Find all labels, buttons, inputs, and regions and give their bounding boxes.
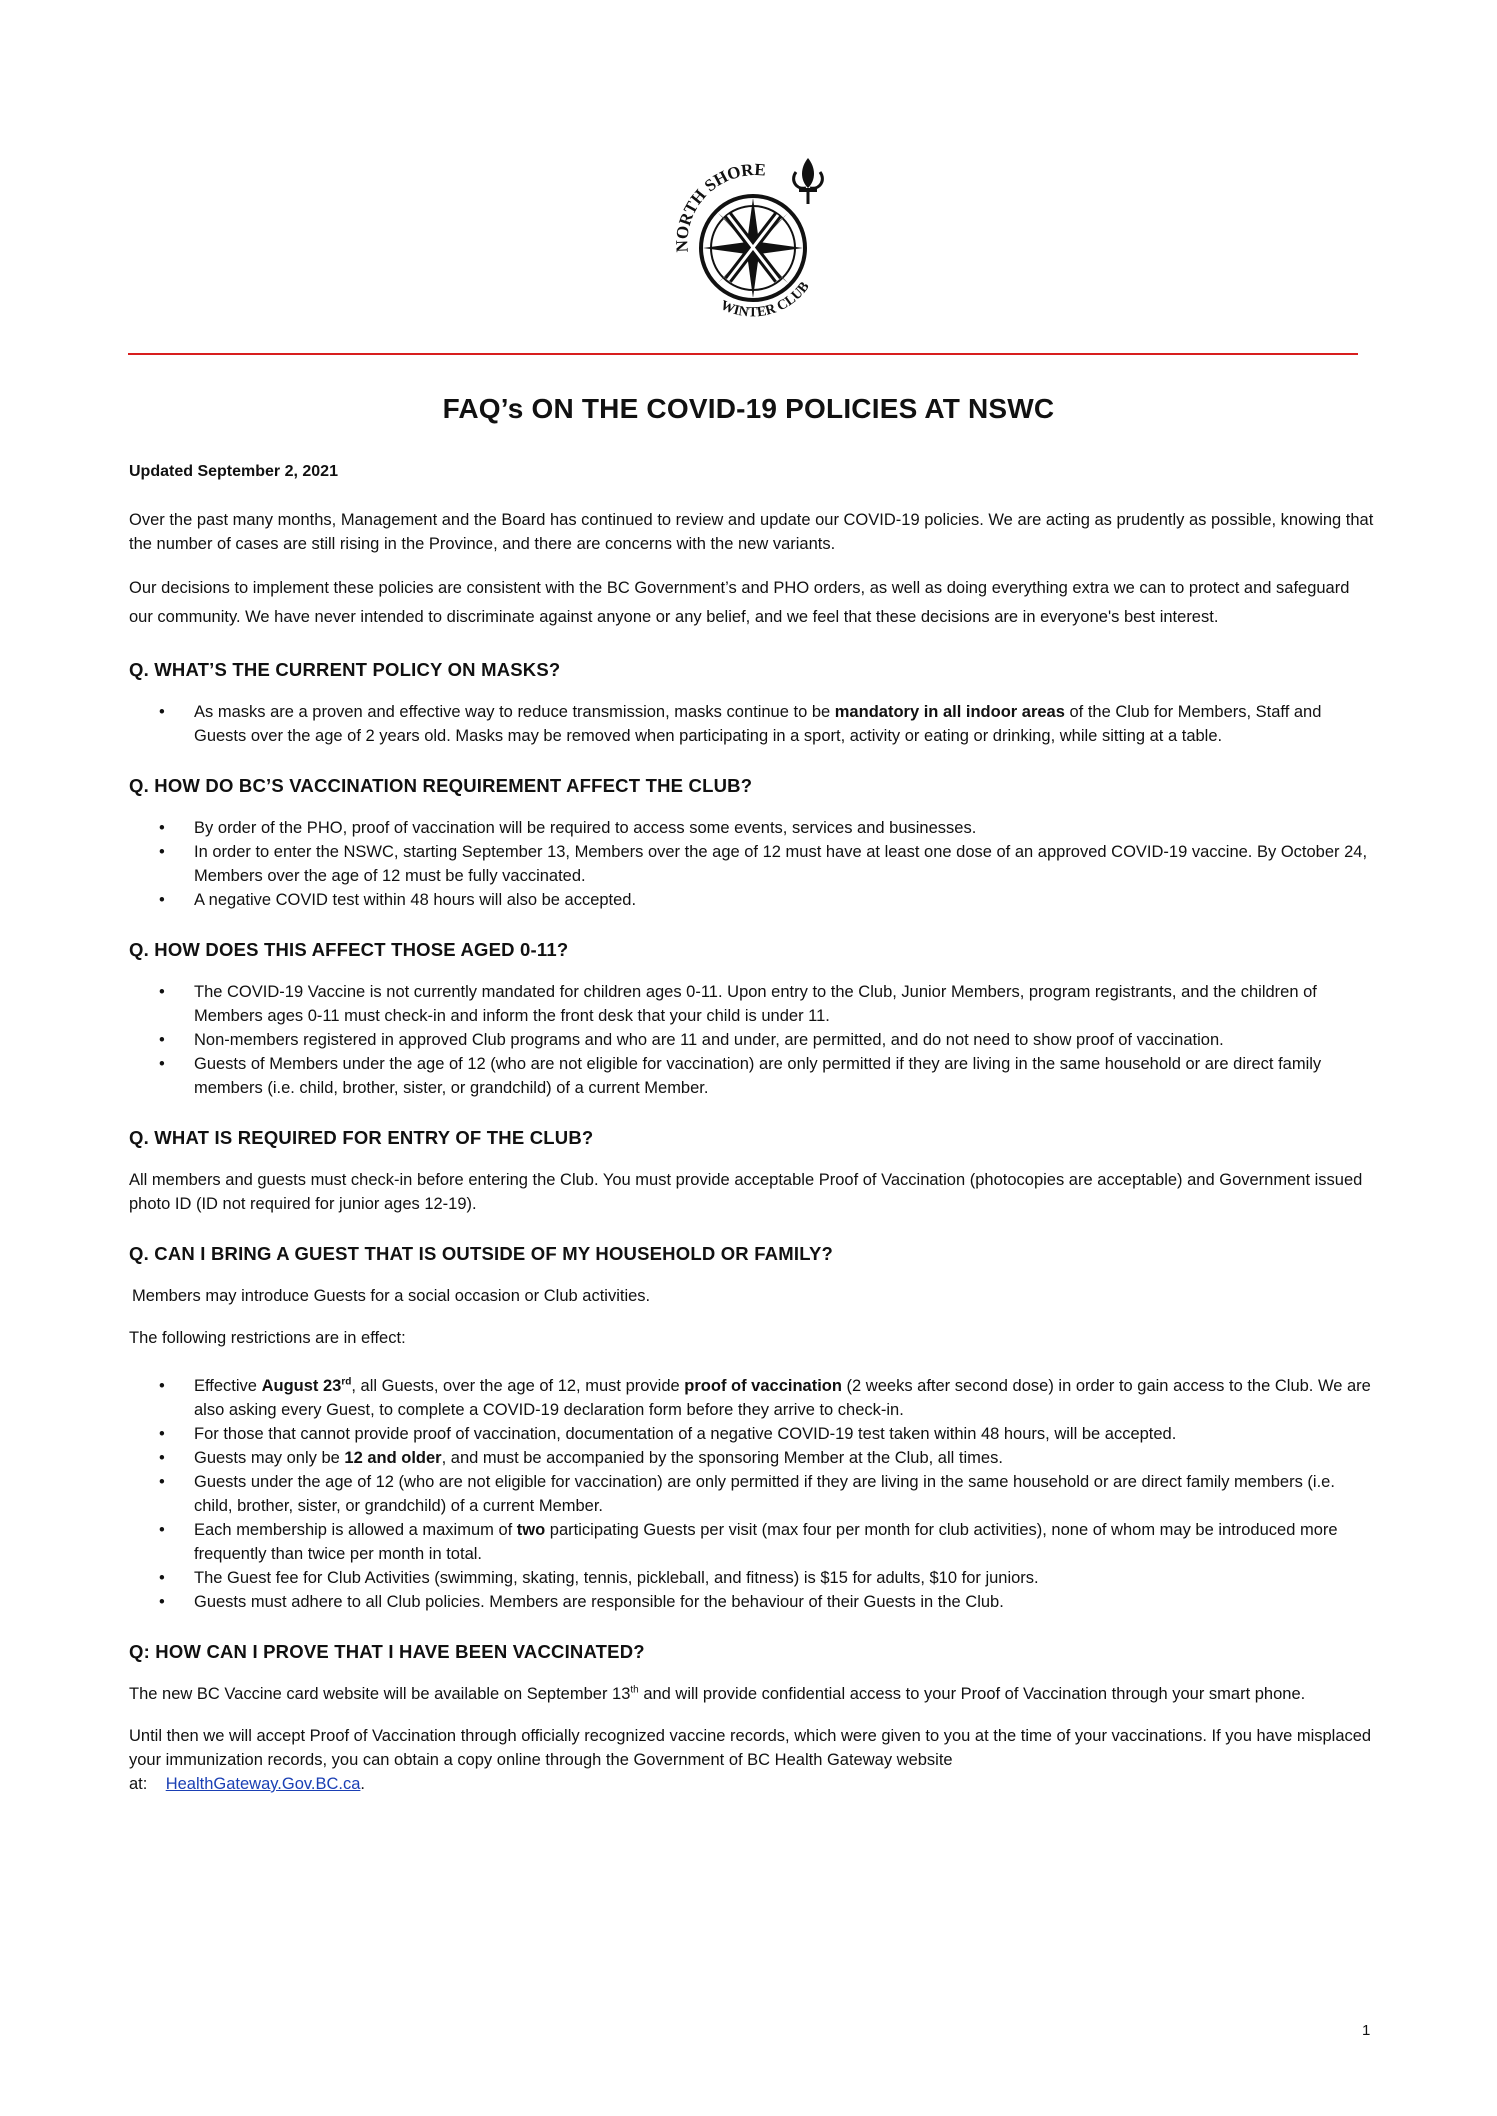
list-item: • The COVID-19 Vaccine is not currently mandated for children ages 0-11. Upon entry to the Club, Junior Members, program registrants, and the children of Members ages 0-11 must check-in and inform the front desk that your child is under 11. — [194, 980, 1374, 1028]
vaccination-list — [129, 816, 1374, 912]
guest-heading: Q. CAN I BRING A GUEST THAT IS OUTSIDE OF MY HOUSEHOLD OR FAMILY? — [129, 1243, 834, 1264]
guest-text: (2 weeks after second dose) in order to gain access to the Club. We are also asking every Guest, to complete a COVID-19 declaration form before they arrive to check-in. — [194, 1377, 1371, 1419]
entry-heading: Q. WHAT IS REQUIRED FOR ENTRY OF THE CLUB? — [129, 1127, 594, 1148]
aged-list — [129, 980, 1374, 1100]
prove-text: The new BC Vaccine card website will be available on September 13 — [129, 1685, 631, 1703]
prove-date-suffix: th — [630, 1684, 639, 1696]
club-logo — [658, 140, 848, 340]
updated-date: Updated September 2, 2021 — [129, 463, 338, 480]
prove-text: and will provide confidential access to your Proof of Vaccination through your smart phone. — [638, 1685, 1306, 1703]
masks-list — [129, 700, 1374, 748]
logo-top-text: NORTH SHORE — [672, 159, 767, 253]
guest-bold-text: two — [516, 1521, 546, 1539]
guest-text: Each membership is allowed a maximum of — [194, 1521, 517, 1539]
list-item: • In order to enter the NSWC, starting September 13, Members over the age of 12 must have at least one dose of an approved COVID-19 vaccine. By October 24, Members over the age of 12 must be fully vaccinated. — [194, 840, 1374, 888]
masks-text-1: As masks are a proven and effective way to reduce transmission, masks continue to be — [194, 703, 835, 721]
intro-paragraph-2: Our decisions to implement these policies are consistent with the BC Government’s and PHO orders, as well as doing everything extra we can to protect and safeguard our community. We have never intended to discriminate against anyone or any belief, and we feel that these decisions are in everyone's best interest. — [129, 579, 1350, 626]
list-item: • Guests of Members under the age of 12 (who are not eligible for vaccination) are only permitted if they are living in the same household or are direct family members (i.e. child, brother, sister, or grandchild) of a current Member. — [194, 1052, 1374, 1100]
prove-text: at: — [129, 1775, 166, 1793]
health-gateway-link[interactable]: HealthGateway.Gov.BC.ca — [165, 1775, 361, 1793]
page-number: 1 — [1362, 2022, 1371, 2039]
list-item — [194, 1518, 1374, 1566]
guest-bold-text: proof of vaccination — [684, 1377, 842, 1395]
guest-text: , all Guests, over the age of 12, must provide — [351, 1377, 685, 1395]
list-item — [194, 1374, 1374, 1422]
masks-heading: Q. WHAT’S THE CURRENT POLICY ON MASKS? — [129, 659, 561, 680]
guest-list — [129, 1374, 1374, 1614]
prove-link-line — [129, 1772, 1374, 1796]
vaccination-heading: Q. HOW DO BC’S VACCINATION REQUIREMENT AFFECT THE CLUB? — [129, 775, 753, 796]
header-divider — [128, 353, 1358, 355]
guest-intro: Members may introduce Guests for a social occasion or Club activities. — [132, 1287, 651, 1305]
list-item: • Non-members registered in approved Club programs and who are 11 and under, are permitted, and do not need to show proof of vaccination. — [194, 1028, 1374, 1052]
list-item: • Guests must adhere to all Club policies. Members are responsible for the behaviour of their Guests in the Club. — [194, 1590, 1374, 1614]
prove-paragraph-2: Until then we will accept Proof of Vaccination through officially recognized vaccine records, which were given to you at the time of your vaccinations. If you have misplaced your immunization records, you can obtain a copy online through the Government of BC Health Gateway website — [129, 1727, 1372, 1769]
list-item: • The Guest fee for Club Activities (swimming, skating, tennis, pickleball, and fitness) is $15 for adults, $10 for juniors. — [194, 1566, 1374, 1590]
list-item: • For those that cannot provide proof of vaccination, documentation of a negative COVID-19 test taken within 48 hours, will be accepted. — [194, 1422, 1374, 1446]
guest-bold-text: 12 and older — [344, 1449, 442, 1467]
list-item — [194, 700, 1374, 748]
list-item: • A negative COVID test within 48 hours will also be accepted. — [194, 888, 1374, 912]
guest-text: participating Guests per visit (max four per month for club activities), none of whom may be introduced more frequently than twice per month in total. — [194, 1521, 1338, 1563]
guest-text: Guests may only be — [194, 1449, 345, 1467]
prove-heading: Q: HOW CAN I PROVE THAT I HAVE BEEN VACCINATED? — [129, 1641, 645, 1662]
guest-restrictions: The following restrictions are in effect: — [129, 1329, 406, 1347]
prove-paragraph-1 — [129, 1682, 1374, 1706]
document-body — [129, 460, 1374, 1796]
page-title: FAQ’s ON THE COVID-19 POLICIES AT NSWC — [442, 393, 1055, 424]
masks-bold-text: mandatory in all indoor areas — [834, 703, 1065, 721]
list-item — [194, 1446, 1374, 1470]
guest-text: Effective — [194, 1377, 262, 1395]
guest-text: , and must be accompanied by the sponsoring Member at the Club, all times. — [441, 1449, 1003, 1467]
aged-heading: Q. HOW DOES THIS AFFECT THOSE AGED 0-11? — [129, 939, 569, 960]
list-item: • By order of the PHO, proof of vaccination will be required to access some events, services and businesses. — [194, 816, 1374, 840]
prove-text: . — [360, 1775, 366, 1793]
list-item: • Guests under the age of 12 (who are not eligible for vaccination) are only permitted if they are living in the same household or are direct family members (i.e. child, brother, sister, or grandchild) of a current Member. — [194, 1470, 1374, 1518]
intro-paragraph-1: Over the past many months, Management and the Board has continued to review and update our COVID-19 policies. We are acting as prudently as possible, knowing that the number of cases are still rising in the Province, and there are concerns with the new variants. — [129, 511, 1374, 553]
logo-bottom-text: WINTER CLUB — [718, 279, 813, 321]
masks-text-2: of the Club for Members, Staff and Guests over the age of 2 years old. Masks may be removed when participating in a sport, activity or eating or drinking, while sitting at a table. — [194, 703, 1322, 745]
guest-date-suffix: rd — [341, 1376, 352, 1388]
guest-bold-date: August 23 — [261, 1377, 342, 1395]
entry-text: All members and guests must check-in before entering the Club. You must provide acceptable Proof of Vaccination (photocopies are acceptable) and Government issued photo ID (ID not required for junior ages 12-19). — [129, 1171, 1363, 1213]
